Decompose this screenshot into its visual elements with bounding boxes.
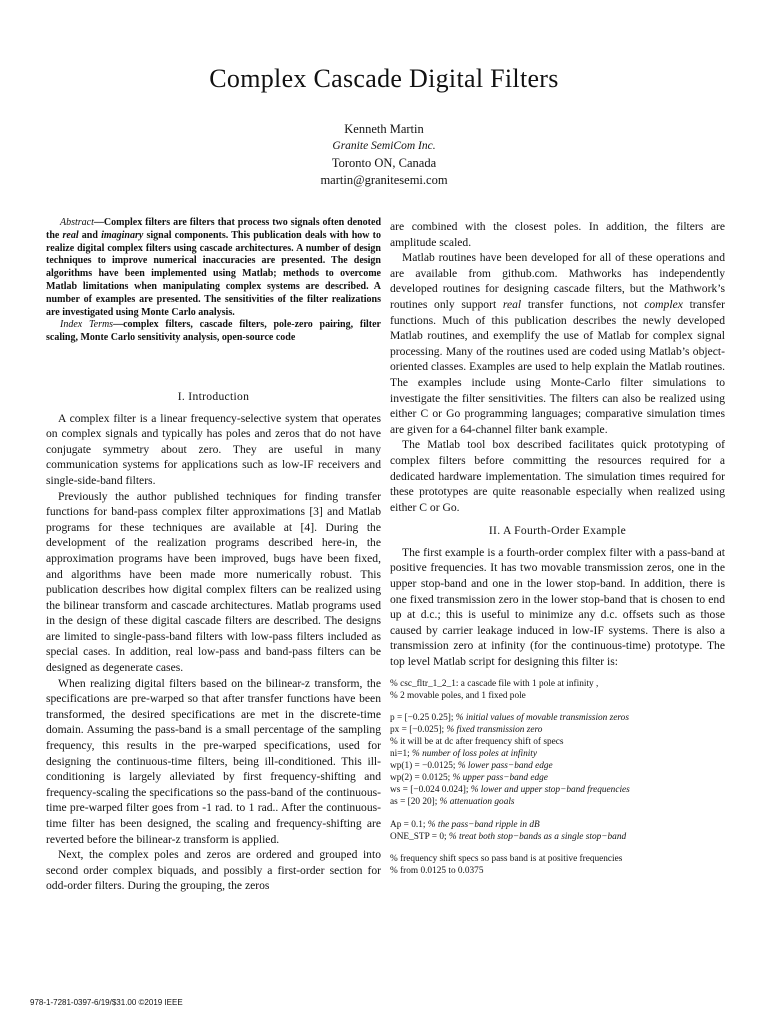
left-column bbox=[46, 217, 381, 894]
index-terms-lead: Index Terms bbox=[60, 319, 114, 331]
abstract bbox=[46, 217, 381, 319]
index-terms bbox=[46, 319, 381, 345]
code-line: ONE_STP = 0; % treat both stop−bands as a single stop−band bbox=[390, 831, 627, 842]
code-line: px = [−0.025]; % fixed transmission zero bbox=[390, 724, 543, 735]
intro-paragraph-2: Previously the author published techniques for finding transfer functions for band-pass complex filter approximations [3] and Matlab programs for these techniques are available at [4]. During the development of the realization programs described here-in, the approximation programs have been improved, bugs have been fixed, and algorithms have been made more numerically robust. This publication describes how digital complex filters can be realized using the bilinear transform and cascade architectures. Matlab programs used in the design of these digital cascade filters are described. The designs are limited to single-pass-band filters with low-pass filters included as special cases. In addition, real low-pass and band-pass filters can be designed as degenerate cases. bbox=[46, 489, 381, 675]
code-line: as = [20 20]; % attenuation goals bbox=[390, 797, 515, 808]
abstract-lead: Abstract bbox=[60, 217, 94, 228]
code-line: wp(1) = −0.0125; % lower pass−band edge bbox=[390, 761, 553, 772]
section-1-heading: I. Introduction bbox=[177, 389, 250, 403]
abstract-text-3: signal components. This publication deals with how to realize digital complex filters using cascade architectures. A number of design techniques to improve numerical inaccuracies are presented. The design algorithms have been implemented using Matlab; methods to overcome Matlab limitations when manipulating complex systems are described. A number of examples are presented. The sensitivities of the filter realizations are investigated using Monte Carlo analysis. bbox=[46, 229, 381, 318]
right-paragraph-2: The Matlab tool box described facilitates quick prototyping of complex filters before committing the resources required for a dedicated hardware implementation. The simulation times required for these prototypes are quite reasonable especially when realized using either C or Go. bbox=[390, 438, 725, 514]
abstract-text-1: —Complex filters are filters that process two signals often denoted the bbox=[46, 217, 381, 241]
right-p1-complex-term: complex bbox=[644, 297, 683, 311]
matlab-code-listing bbox=[390, 678, 725, 877]
intro-paragraph-1: A complex filter is a linear frequency-selective system that operates on complex signals and typically has poles and zeros that do not have conjugate symmetry about zero. They are useful in many communication systems for applications such as low-IF receivers and single-side-band filters. bbox=[46, 411, 381, 487]
intro-paragraph-3: When realizing digital filters based on the bilinear-z transform, the specifications are pre-warped so that after transfer functions have been transformed, the desired specifications are met in the discrete-time domain. Assuming the pass-band is a small percentage of the sampling frequency, this results in the pre-warped specifications, used for designing the continuous-time filters, being ill-conditioned. This ill-conditioning is largely alleviated by first frequency-shifting and frequency-scaling the specifications so the pass-band of the continuous-time pre-warped filter goes from -1 rad. to 1 rad.. After the continuous-time filter has been designed, the scaling and frequency-shifting are reverted before the bilinear-z transform is applied. bbox=[46, 676, 381, 846]
code-line: % from 0.0125 to 0.0375 bbox=[390, 865, 484, 876]
right-p1-text-b: transfer functions, not bbox=[521, 297, 645, 311]
copyright-footer: 978-1-7281-0397-6/19/$31.00 ©2019 IEEE bbox=[30, 998, 183, 1007]
right-p1-text-a: Matlab routines have been developed for all of these operations and are available from github.com. Mathworks has independently developed routines for designing cascade filters, but the Mathwork’s routines only support bbox=[390, 251, 725, 311]
right-paragraph-3: The first example is a fourth-order complex filter with a pass-band at positive frequencies. It has two movable transmission zeros, one in the upper stop-band and one in the lower stop-band. In addition, there is one fixed transmission zero in the lower stop-band that is chosen to end up at d.c.; this is useful to minimize any d.c. offsets such as those caused by carrier leakage induced in low-IF systems. There is also a transmission zero at infinity (for the continuous-time) prototype. The top level Matlab script for designing this filter is: bbox=[390, 545, 725, 669]
code-line: % csc_fltr_1_2_1: a cascade file with 1 pole at infinity , bbox=[390, 678, 599, 689]
code-line: ws = [−0.024 0.024]; % lower and upper stop−band frequencies bbox=[390, 785, 630, 796]
right-column bbox=[390, 219, 725, 877]
author-affiliation: Granite SemiCom Inc. bbox=[332, 140, 436, 152]
right-p1-text-c: transfer functions. Much of this publication describes the newly developed Matlab routines, and exemplify the use of Matlab for complex signal processing. Many of the routines used are coded using Matlab’s object-oriented classes. Examples are used to help explain the Matlab routines. The examples include using Monte-Carlo filter simulations to investigate the filter sensitivities. The filters can also be realized using either C or Go programming languages; comparative simulation times are given for a 64-channel filter bank example. bbox=[390, 297, 725, 436]
code-line: p = [−0.25 0.25]; % initial values of movable transmission zeros bbox=[390, 712, 629, 723]
right-p1-real-term: real bbox=[502, 297, 522, 311]
right-paragraph-0: are combined with the closest poles. In addition, the filters are amplitude scaled. bbox=[390, 220, 725, 249]
abstract-text-2: and bbox=[78, 229, 102, 241]
author-location: Toronto ON, Canada bbox=[331, 156, 437, 170]
abstract-real-term: real bbox=[62, 229, 79, 241]
code-line: ni=1; % number of loss poles at infinity bbox=[390, 749, 538, 760]
index-terms-text: —complex filters, cascade filters, pole-zero pairing, filter scaling, Monte Carlo sensitivity analysis, open-source code bbox=[46, 319, 381, 344]
code-line: wp(2) = 0.0125; % upper pass−band edge bbox=[390, 773, 548, 784]
intro-paragraph-4: Next, the complex poles and zeros are ordered and grouped into second order complex biquads, and possibly a first-order section for odd-order filters. During the grouping, the zeros bbox=[46, 848, 381, 893]
code-line: % it will be at dc after frequency shift of specs bbox=[390, 737, 564, 747]
section-2-heading: II. A Fourth-Order Example bbox=[488, 524, 627, 538]
code-line: Ap = 0.1; % the pass−band ripple in dB bbox=[390, 819, 540, 830]
author-name: Kenneth Martin bbox=[344, 122, 424, 136]
paper-title: Complex Cascade Digital Filters bbox=[209, 64, 559, 93]
code-line: % 2 movable poles, and 1 fixed pole bbox=[390, 690, 526, 701]
abstract-imaginary-term: imaginary bbox=[101, 229, 144, 241]
code-line: % frequency shift specs so pass band is at positive frequencies bbox=[390, 853, 623, 864]
right-paragraph-1 bbox=[390, 250, 725, 437]
author-block bbox=[0, 121, 768, 189]
author-email: martin@granitesemi.com bbox=[320, 173, 448, 187]
